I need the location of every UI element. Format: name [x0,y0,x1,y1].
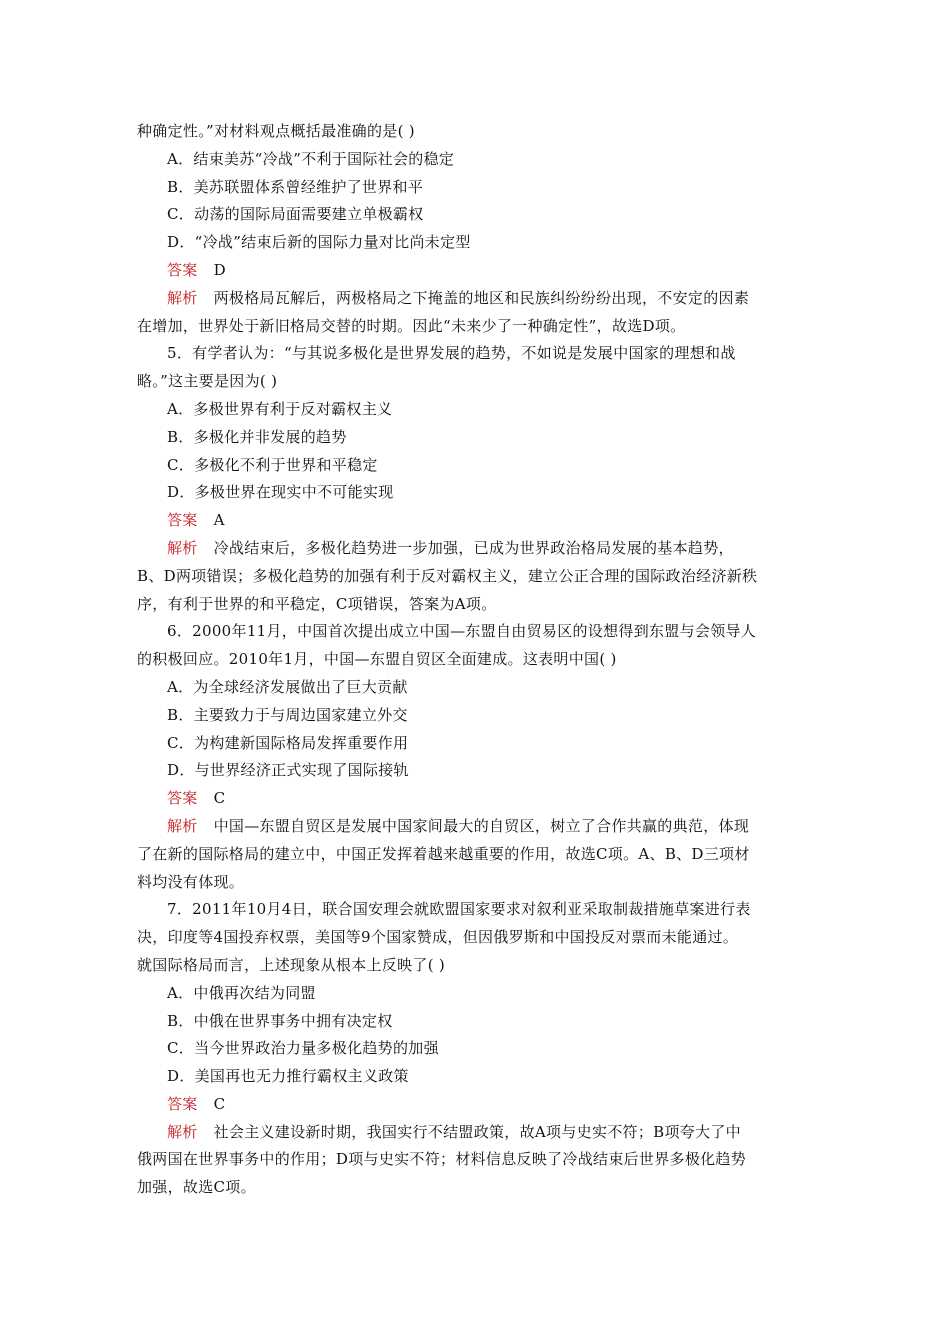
text-line [0,869,950,897]
text-line [0,479,950,507]
text-line [0,396,950,424]
text-line [0,591,950,619]
analysis-line [0,535,950,563]
answer-line [0,257,950,285]
text-line [0,452,950,480]
text-line [0,1035,950,1063]
analysis-line [0,813,950,841]
answer-line [0,1091,950,1119]
text-line [0,980,950,1008]
line-text: D [213,260,226,279]
text-line [0,118,950,146]
line-text: 5．有学者认为：“与其说多极化是世界发展的趋势，不如说是发展中国家的理想和战 [167,344,736,363]
analysis-label: 解析 [167,1122,198,1141]
line-text: 略。”这主要是因为( ) [137,372,278,391]
text-line [0,952,950,980]
line-text: D．多极世界在现实中不可能实现 [167,483,394,502]
line-text: 种确定性。”对材料观点概括最准确的是( ) [137,122,415,140]
line-text: C．为构建新国际格局发挥重要作用 [167,733,409,752]
line-text: 的积极回应。2010年1月，中国—东盟自贸区全面建成。这表明中国( ) [137,650,617,669]
line-text: A．结束美苏“冷战”不利于国际社会的稳定 [167,149,455,168]
text-line [0,1146,950,1174]
line-text: 俄两国在世界事务中的作用；D项与史实不符；材料信息反映了冷战结束后世界多极化趋势 [137,1150,747,1169]
text-line [0,618,950,646]
text-line [0,368,950,396]
line-text: 序，有利于世界的和平稳定，C项错误，答案为A项。 [137,594,497,613]
text-line [0,1063,950,1091]
line-text: C [213,1094,226,1113]
text-line [0,730,950,758]
text-line [0,1174,950,1202]
line-text: 社会主义建设新时期，我国实行不结盟政策，故A项与史实不符；B项夸大了中 [213,1122,741,1141]
text-line [0,313,950,341]
text-line [0,174,950,202]
line-text: C．动荡的国际局面需要建立单极霸权 [167,205,424,224]
text-line [0,424,950,452]
line-text: 两极格局瓦解后，两极格局之下掩盖的地区和民族纠纷纷纷出现，不安定的因素 [213,288,750,307]
text-line [0,646,950,674]
text-line [0,757,950,785]
text-line [0,674,950,702]
line-text: 在增加，世界处于新旧格局交替的时期。因此“未来少了一种确定性”，故选D项。 [137,316,686,335]
line-text: A．中俄再次结为同盟 [167,983,316,1002]
line-text: 就国际格局而言，上述现象从根本上反映了( ) [137,955,446,974]
text-line [0,340,950,368]
line-text: C．多极化不利于世界和平稳定 [167,455,378,474]
line-text: 料均没有体现。 [137,872,245,891]
line-text: B．中俄在世界事务中拥有决定权 [167,1011,393,1030]
line-text: B．多极化并非发展的趋势 [167,427,347,446]
document-page [0,118,950,1202]
answer-label: 答案 [167,1094,198,1113]
text-line [0,146,950,174]
analysis-label: 解析 [167,288,198,307]
text-line [0,702,950,730]
line-text: 6．2000年11月，中国首次提出成立中国—东盟自由贸易区的设想得到东盟与会领导人 [167,622,757,641]
text-line [0,563,950,591]
line-text: C [213,789,226,808]
text-line [0,896,950,924]
line-text: 中国—东盟自贸区是发展中国家间最大的自贸区，树立了合作共赢的典范，体现 [213,816,750,835]
line-text: C．当今世界政治力量多极化趋势的加强 [167,1039,439,1058]
analysis-line [0,285,950,313]
line-text: D．美国再也无力推行霸权主义政策 [167,1067,409,1086]
line-text: 决，印度等4国投弃权票，美国等9个国家赞成，但因俄罗斯和中国投反对票而未能通过。 [137,928,739,947]
line-text: A．多极世界有利于反对霸权主义 [167,399,393,418]
answer-label: 答案 [167,789,198,808]
analysis-label: 解析 [167,538,198,557]
analysis-label: 解析 [167,816,198,835]
text-line [0,229,950,257]
line-text: B、D两项错误；多极化趋势的加强有利于反对霸权主义，建立公正合理的国际政治经济新秩 [137,566,758,585]
text-line [0,1008,950,1036]
answer-line [0,785,950,813]
line-text: B．美苏联盟体系曾经维护了世界和平 [167,177,424,196]
line-text: 加强，故选C项。 [137,1178,256,1197]
answer-line [0,507,950,535]
line-text: B．主要致力于与周边国家建立外交 [167,705,408,724]
text-line [0,924,950,952]
line-text: D．“冷战”结束后新的国际力量对比尚未定型 [167,233,471,252]
line-text: 了在新的国际格局的建立中，中国正发挥着越来越重要的作用，故选C项。A、B、D三项材 [137,844,750,863]
analysis-line [0,1119,950,1147]
text-line [0,841,950,869]
answer-label: 答案 [167,511,198,530]
line-text: D．与世界经济正式实现了国际接轨 [167,761,409,780]
line-text: 7．2011年10月4日，联合国安理会就欧盟国家要求对叙利亚采取制裁措施草案进行表 [167,900,751,919]
line-text: 冷战结束后，多极化趋势进一步加强，已成为世界政治格局发展的基本趋势， [213,538,734,557]
answer-label: 答案 [167,260,198,279]
line-text: A．为全球经济发展做出了巨大贡献 [167,677,408,696]
line-text: A [213,511,225,530]
text-line [0,201,950,229]
